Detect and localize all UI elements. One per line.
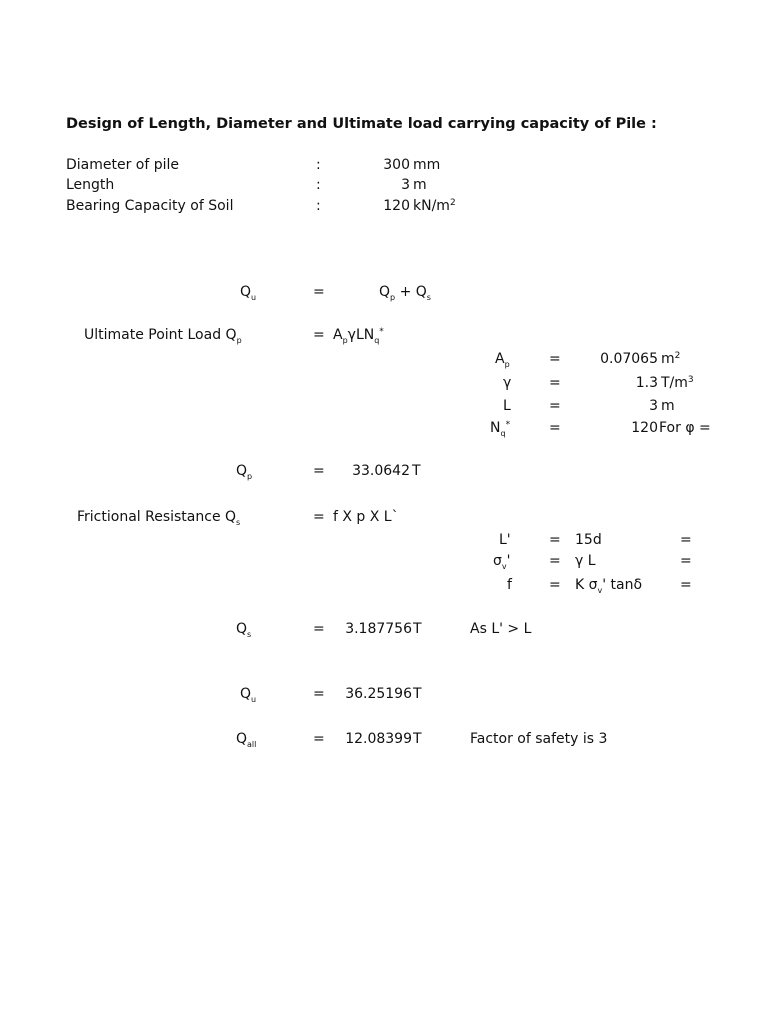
equals-sign: = <box>549 577 561 593</box>
equals-sign: = <box>680 553 692 569</box>
qu-symbol: $Q_u$ <box>240 284 257 302</box>
page-title: Design of Length, Diameter and Ultimate load carrying capacity of Pile : <box>66 116 657 132</box>
qall-symbol: $Q_{all}$ <box>236 731 257 749</box>
lprime-label: L' <box>499 532 511 548</box>
l-unit: m <box>661 398 675 414</box>
ap-value: 0.07065 <box>600 351 658 367</box>
equals-sign: = <box>313 284 325 300</box>
equals-sign: = <box>313 463 325 479</box>
qp-plus-qs: $Q_p + Q_s$ <box>379 284 431 302</box>
ap-unit: $m^2$ <box>661 351 681 367</box>
sigma-v-label: $\sigma_v'$ <box>493 553 511 571</box>
qall-value: 12.08399 <box>345 731 412 747</box>
qu-unit: T <box>413 686 422 702</box>
equals-sign: = <box>313 621 325 637</box>
input-colon: : <box>316 157 321 173</box>
input-label-diameter: Diameter of pile <box>66 157 180 173</box>
equals-sign: = <box>549 420 561 436</box>
gamma-unit: $T/m^3$ <box>661 375 694 391</box>
input-label-bearing: Bearing Capacity of Soil <box>66 198 234 214</box>
point-load-formula: $A_p\gamma LN_q^*$ <box>333 327 384 345</box>
nq-value: 120 <box>631 420 658 436</box>
f-label: f <box>507 577 512 593</box>
equals-sign: = <box>680 532 692 548</box>
nq-note: For φ = <box>659 420 711 436</box>
qu-value: 36.25196 <box>345 686 412 702</box>
l-value: 3 <box>649 398 658 414</box>
point-load-label: Ultimate Point Load $Q_p$ <box>84 327 242 345</box>
input-colon: : <box>316 177 321 193</box>
input-unit-length: m <box>413 177 427 193</box>
qall-unit: T <box>413 731 422 747</box>
equals-sign: = <box>549 532 561 548</box>
equals-sign: = <box>313 731 325 747</box>
input-label-length: Length <box>66 177 115 193</box>
gamma-value: 1.3 <box>635 375 658 391</box>
input-unit-diameter: mm <box>413 157 441 173</box>
input-colon: : <box>316 198 321 214</box>
frictional-formula: f X p X L` <box>333 509 399 525</box>
input-value-diameter: 300 <box>383 157 410 173</box>
qu-symbol: $Q_u$ <box>240 686 257 704</box>
qp-symbol: $Q_p$ <box>236 463 253 481</box>
qs-unit: T <box>413 621 422 637</box>
input-value-length: 3 <box>401 177 410 193</box>
nq-label: $N_q^*$ <box>490 420 511 438</box>
qp-unit: T <box>412 463 421 479</box>
l-label: L <box>503 398 511 414</box>
equals-sign: = <box>549 553 561 569</box>
input-value-bearing: 120 <box>383 198 410 214</box>
qall-note: Factor of safety is 3 <box>470 731 608 747</box>
frictional-label: Frictional Resistance $Q_s$ <box>77 509 241 527</box>
equals-sign: = <box>549 398 561 414</box>
input-unit-bearing: $kN/m^2$ <box>413 198 456 214</box>
equals-sign: = <box>680 577 692 593</box>
equals-sign: = <box>313 509 325 525</box>
equals-sign: = <box>549 375 561 391</box>
qs-value: 3.187756 <box>345 621 412 637</box>
qp-value: 33.0642 <box>352 463 410 479</box>
equals-sign: = <box>549 351 561 367</box>
equals-sign: = <box>313 327 325 343</box>
sigma-v-value: γ L <box>575 553 596 569</box>
lprime-value: 15d <box>575 532 602 548</box>
qs-symbol: $Q_s$ <box>236 621 252 639</box>
gamma-label: γ <box>503 375 512 391</box>
f-value: K $\sigma_v'$ tanδ <box>575 577 643 595</box>
qs-note: As L' > L <box>470 621 532 637</box>
ap-label: $A_p$ <box>495 351 510 369</box>
equals-sign: = <box>313 686 325 702</box>
